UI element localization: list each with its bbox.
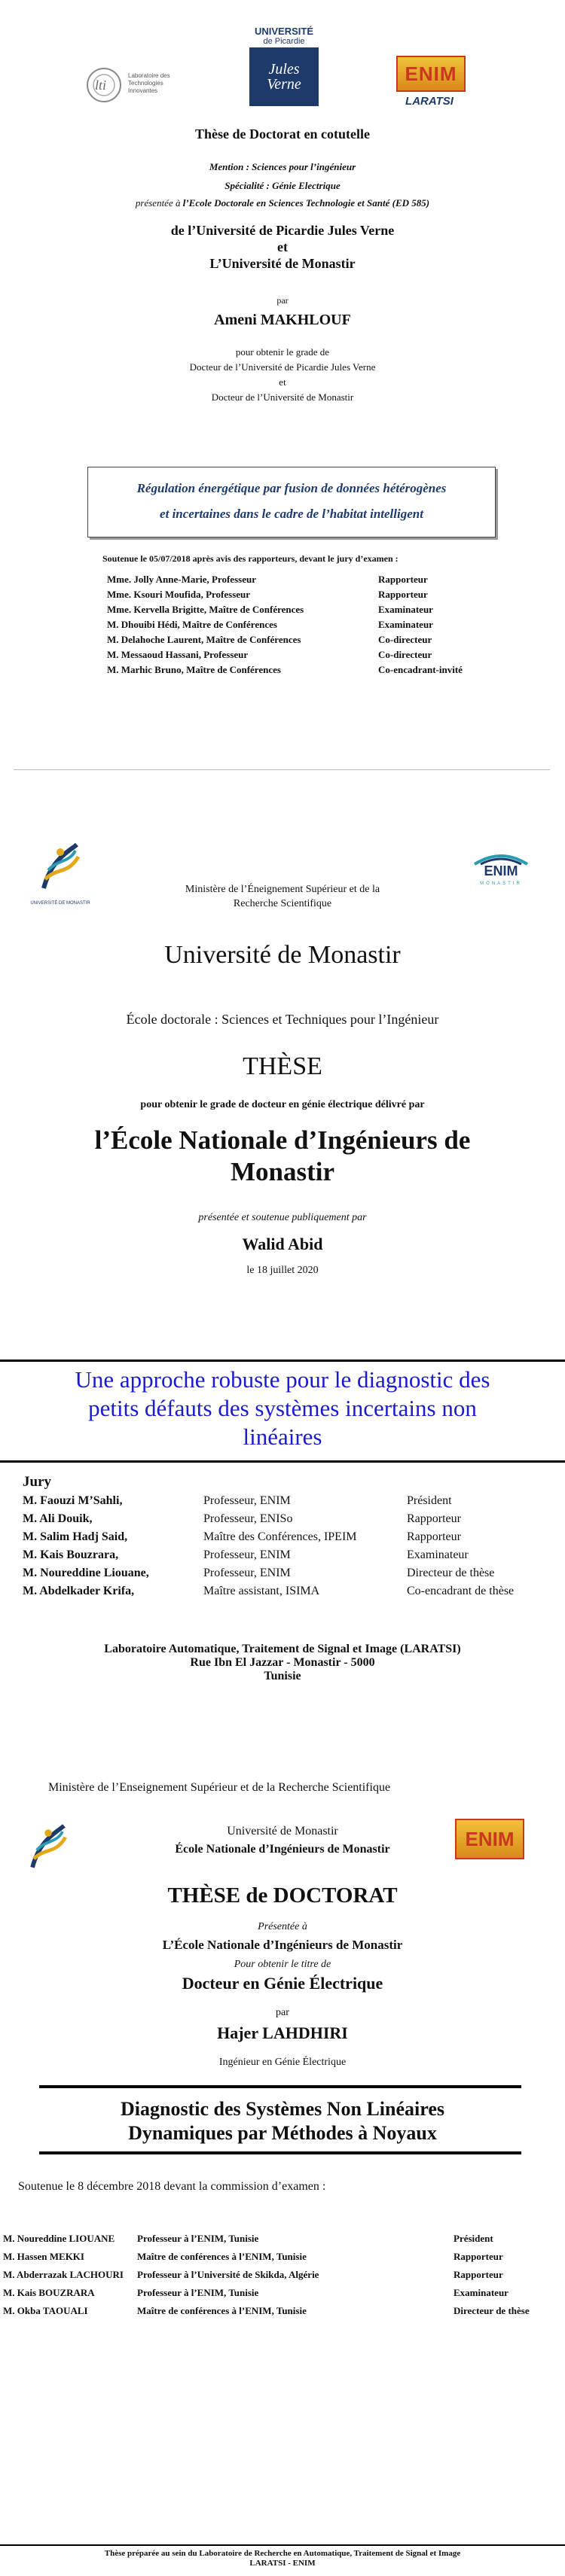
jury-member-title: Maître assistant, ISIMA — [203, 1585, 320, 1597]
school-line: École Nationale d’Ingénieurs de Monastir — [175, 1843, 390, 1856]
jury-row — [107, 617, 476, 632]
jury-member-title: Maître des Conférences, IPEIM — [203, 1530, 357, 1543]
degree-line: Docteur en Génie Électrique — [182, 1974, 383, 1993]
footer-line-1: Thèse préparée au sein du Laboratoire de Recherche en Automatique, Traitement de Signal et Image — [104, 2549, 461, 2558]
lab-logo-text-2: Technologies — [128, 80, 163, 87]
jury-member-name: M. Okba TAOUALI — [3, 2305, 88, 2316]
jury-table-1 — [107, 572, 476, 677]
univ-and: et — [277, 239, 288, 254]
presented-line — [0, 197, 565, 209]
univ-monastir-logo-caption: UNIVERSITÉ DE MONASTIR — [30, 901, 90, 906]
these-heading: THÈSE de DOCTORAT — [167, 1883, 398, 1908]
jury-member-name: Mme. Jolly Anne-Marie, Professeur — [107, 574, 256, 585]
jury-member-title: Professeur à l’Université de Skikda, Algérie — [137, 2269, 319, 2280]
jury-member-name: M. Noureddine Liouane, — [23, 1567, 149, 1579]
pour-label: Pour obtenir le titre de — [234, 1959, 331, 1970]
jury-table-3 — [3, 2230, 562, 2320]
jury-member-name: M. Messaoud Hassani, Professeur — [107, 649, 249, 660]
jury-member-role: Co-encadrant de thèse — [407, 1585, 515, 1597]
upjv-logo — [247, 26, 321, 110]
thesis-type: Thèse de Doctorat en cotutelle — [195, 126, 370, 142]
laratsi-caption: LARATSI — [405, 95, 454, 108]
school-to: L’École Nationale d’Ingénieurs de Monastir — [162, 1938, 403, 1952]
jury-member-role: Rapporteur — [407, 1512, 461, 1525]
jury-row — [107, 632, 476, 647]
jury-row — [3, 2284, 562, 2302]
grade-line-2: Docteur de l’Université de Picardie Jules Verne — [189, 361, 376, 373]
page-1 — [0, 0, 565, 775]
jury-member-role: Président — [454, 2233, 493, 2244]
jury-member-name: M. Faouzi M’Sahli, — [23, 1494, 123, 1507]
jury-member-role: Examinateur — [454, 2287, 508, 2298]
univ-monastir-emblem-icon — [29, 837, 92, 897]
univ-line-1: de l’Université de Picardie Jules Verne — [170, 223, 395, 238]
author-name: Ameni MAKHLOUF — [214, 312, 351, 328]
upjv-logo-block — [249, 47, 319, 106]
enim-logo-2 — [455, 1819, 524, 1859]
jury-member-title: Maître de conférences à l’ENIM, Tunisie — [137, 2251, 307, 2262]
par-label: par — [276, 295, 289, 306]
footer — [0, 2549, 565, 2568]
jury-member-name: M. Salim Hadj Said, — [23, 1530, 128, 1543]
lab-logo — [84, 63, 190, 110]
enim-logo-2-text: ENIM — [465, 1827, 515, 1850]
defense-line: Soutenue le 05/07/2018 après avis des rapporteurs, devant le jury d’examen : — [102, 553, 399, 564]
jury-row — [23, 1528, 550, 1546]
jury-member-role: Rapporteur — [407, 1530, 461, 1543]
jury-row — [3, 2230, 562, 2248]
thesis-title-box — [87, 467, 496, 537]
thesis-title — [0, 1366, 565, 1451]
thesis-title-line-2: Dynamiques par Méthodes à Noyaux — [128, 2122, 437, 2144]
jury-member-role: Directeur de thèse — [407, 1567, 495, 1579]
jury-member-name: M. Kais BOUZRARA — [3, 2287, 95, 2298]
univ-monastir-logo — [29, 837, 92, 906]
page-3 — [0, 1754, 565, 2576]
jury-member-name: M. Hassen MEKKI — [3, 2251, 84, 2262]
jury-member-name: M. Noureddine LIOUANE — [3, 2233, 115, 2244]
jury-member-name: M. Marhic Bruno, Maître de Conférences — [107, 664, 281, 675]
enim-monastir-caption: MONASTIR — [480, 882, 522, 886]
upjv-logo-top: UNIVERSITÉ — [254, 26, 313, 37]
footer-rule — [0, 2544, 565, 2546]
jury-row — [23, 1510, 550, 1528]
upjv-logo-mid: de Picardie — [263, 37, 305, 46]
lab-logo-text-1: Laboratoire des — [128, 72, 170, 79]
jury-member-role: Examinateur — [407, 1548, 469, 1561]
presented-prefix: présentée à — [135, 197, 183, 209]
thesis-title-line-1: Régulation énergétique par fusion de données hétérogènes — [136, 481, 447, 495]
author-sub: Ingénieur en Génie Électrique — [218, 2057, 347, 2068]
jury-member-name: M. Delahoche Laurent, Maître de Conférences — [107, 634, 301, 645]
lab-logo-icon — [84, 63, 124, 107]
lab-line-2: Rue Ibn El Jazzar - Monastir - 5000 — [190, 1656, 375, 1669]
jury-member-name: M. Ali Douik, — [23, 1512, 93, 1525]
svg-text:lti: lti — [95, 78, 107, 93]
jury-label: Jury — [23, 1474, 51, 1490]
ministry-line: Ministère de l’Enseignement Supérieur et de la Recherche Scientifique — [48, 1781, 391, 1794]
school-name-line-2: Monastir — [230, 1157, 335, 1186]
jury-member-role: Rapporteur — [378, 574, 428, 585]
grade-line-4: Docteur de l’Université de Monastir — [211, 391, 354, 403]
jury-row — [23, 1564, 550, 1582]
jury-member-title: Professeur, ENIM — [203, 1567, 291, 1579]
jury-row — [107, 647, 476, 662]
grade-line: pour obtenir le grade de docteur en génie électrique délivré par — [140, 1099, 425, 1110]
jury-member-name: M. Abderrazak LACHOURI — [3, 2269, 124, 2280]
jury-member-role: Rapporteur — [454, 2251, 503, 2262]
thesis-title-line-3: linéaires — [243, 1423, 322, 1450]
jury-row — [107, 587, 476, 602]
mention: Mention : Sciences pour l’ingénieur — [209, 161, 356, 172]
jury-row — [23, 1546, 550, 1564]
univ-line-2: L’Université de Monastir — [209, 256, 356, 271]
jury-row — [107, 602, 476, 617]
jury-member-role: Rapporteur — [454, 2269, 503, 2280]
jury-row — [3, 2266, 562, 2284]
jury-member-role: Président — [407, 1494, 452, 1507]
jury-member-title: Professeur, ENIM — [203, 1494, 291, 1507]
jury-member-name: M. Abdelkader Krifa, — [23, 1585, 135, 1597]
specialite: Spécialité : Génie Electrique — [224, 180, 341, 191]
doctoral-school: École doctorale : Sciences et Techniques pour l’Ingénieur — [126, 1012, 439, 1027]
title-bottom-rule — [0, 1460, 565, 1463]
jury-row — [107, 572, 476, 587]
enim-logo-text: ENIM — [405, 62, 457, 85]
enim-monastir-logo — [467, 848, 535, 893]
author-name: Hajer LAHDHIRI — [217, 2023, 348, 2042]
jury-member-role: Co-directeur — [378, 634, 432, 645]
enim-monastir-logo-text: ENIM — [484, 863, 518, 878]
upjv-logo-script: Jules Verne — [267, 61, 301, 93]
jury-row — [23, 1492, 550, 1510]
ministry-line-2: Recherche Scientifique — [233, 898, 332, 909]
presentee-label: Présentée à — [258, 1921, 307, 1932]
jury-member-role: Examinateur — [378, 604, 433, 615]
thesis-title-line-1: Diagnostic des Systèmes Non Linéaires — [121, 2098, 444, 2120]
title-top-rule-3 — [39, 2085, 521, 2088]
page-2-lab — [0, 1643, 565, 1703]
lab-line-1: Laboratoire Automatique, Traitement de Signal et Image (LARATSI) — [104, 1643, 461, 1655]
thesis-title-line-2: et incertaines dans le cadre de l’habitat intelligent — [160, 507, 423, 521]
jury-member-title: Professeur à l’ENIM, Tunisie — [137, 2287, 259, 2298]
university-heading: Université de Monastir — [164, 941, 401, 969]
defense-date: le 18 juillet 2020 — [246, 1265, 319, 1276]
thesis-title-line-1: Une approche robuste pour le diagnostic des — [75, 1366, 490, 1393]
par-label: par — [276, 2007, 289, 2018]
school-name — [0, 1125, 565, 1188]
footer-line-2: LARATSI - ENIM — [249, 2559, 316, 2568]
enim-laratsi-logo — [396, 56, 469, 108]
jury-member-title: Maître de conférences à l’ENIM, Tunisie — [137, 2305, 307, 2316]
jury-row — [3, 2302, 562, 2320]
university-line: Université de Monastir — [227, 1825, 338, 1838]
enim-arc-icon — [467, 848, 535, 878]
jury-member-role: Examinateur — [378, 619, 433, 630]
page-2 — [0, 813, 565, 1597]
lab-line-3: Tunisie — [264, 1670, 301, 1682]
jury-member-name: Mme. Kervella Brigitte, Maître de Conférences — [107, 604, 304, 615]
enim-logo-block — [396, 56, 466, 92]
grade-block — [0, 345, 565, 405]
jury-member-role: Co-encadrant-invité — [378, 664, 463, 675]
jury-member-role: Directeur de thèse — [454, 2305, 530, 2316]
jury-member-role: Rapporteur — [378, 589, 428, 600]
jury-member-name: M. Kais Bouzrara, — [23, 1548, 119, 1561]
jury-table-2 — [23, 1492, 550, 1600]
school-name-line-1: l’École Nationale d’Ingénieurs de — [94, 1125, 471, 1155]
jury-row — [3, 2248, 562, 2266]
jury-member-title: Professeur, ENISo — [203, 1512, 293, 1525]
ministry-block — [121, 882, 444, 911]
presented-school: l’Ecole Doctorale en Sciences Technologie et Santé (ED 585) — [182, 197, 430, 209]
jury-member-title: Professeur à l’ENIM, Tunisie — [137, 2233, 259, 2244]
lab-logo-text-3: Innovantes — [128, 87, 158, 94]
ministry-line-1: Ministère de l’Éneignement Supérieur et de la — [185, 884, 380, 895]
jury-member-name: Mme. Ksouri Moufida, Professeur — [107, 589, 251, 600]
thesis-title-line-2: petits défauts des systèmes incertains non — [88, 1395, 477, 1421]
title-top-rule — [0, 1360, 565, 1362]
page-1-bottom-border — [14, 769, 550, 770]
these-heading: THÈSE — [243, 1052, 322, 1080]
title-bottom-rule-3 — [39, 2151, 521, 2154]
defense-line: Soutenue le 8 décembre 2018 devant la commission d’examen : — [18, 2180, 326, 2193]
jury-member-title: Professeur, ENIM — [203, 1548, 291, 1561]
grade-line-3: et — [279, 376, 286, 388]
jury-row — [107, 662, 476, 677]
jury-member-name: M. Dhouibi Hédi, Maître de Conférences — [107, 619, 277, 630]
grade-line-1: pour obtenir le grade de — [235, 346, 330, 358]
jury-row — [23, 1582, 550, 1600]
presented-line: présentée et soutenue publiquement par — [198, 1212, 367, 1223]
thesis-title — [0, 2097, 565, 2145]
jury-member-role: Co-directeur — [378, 649, 432, 660]
author-name: Walid Abid — [242, 1235, 323, 1253]
